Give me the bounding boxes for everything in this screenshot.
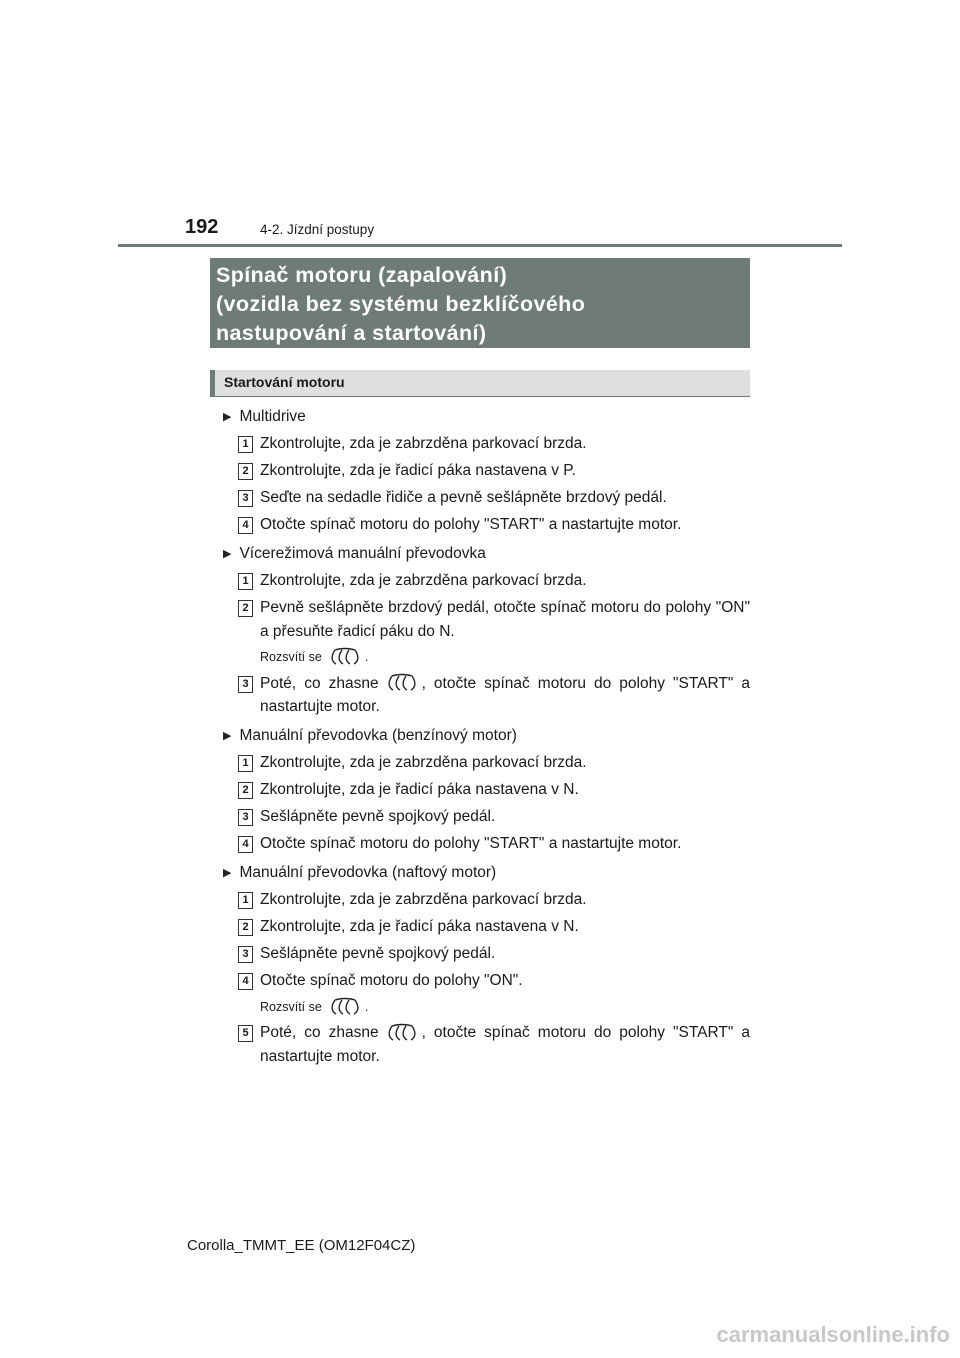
step-text: Otočte spínač motoru do polohy "START" a nastartujte motor. [260,835,682,852]
step-text [260,670,750,721]
step [238,967,752,994]
note-suffix: . [364,650,369,664]
step-number: 3 [238,490,253,507]
step-text: Seďte na sedadle řidiče a pevně sešlápněte brzdový pedál. [260,489,667,506]
subheading: Startování motoru [224,374,345,390]
step-number: 1 [238,755,253,772]
variant-label: Manuální převodovka (naftový motor) [239,863,497,881]
triangle-right-icon: ▶ [223,867,232,879]
step-number: 1 [238,892,253,909]
note [260,994,752,1019]
footer-model-code: Corolla_TMMT_EE (OM12F04CZ) [187,1237,416,1254]
note-text: Rozsvítí se [260,999,322,1014]
step [238,670,752,721]
step [238,886,752,913]
step-text-end: , otočte spínač motoru do polohy "START" a nastartujte motor. [260,674,750,715]
triangle-right-icon: ▶ [223,730,232,742]
glow-plug-indicator-icon [328,997,362,1017]
variant-heading [222,403,752,430]
step-text: Zkontrolujte, zda je řadicí páka nastavena v N. [260,918,579,935]
step [238,1019,752,1070]
step [238,749,752,776]
step-number: 2 [238,600,253,617]
step-text-start: Poté, co zhasne [260,674,379,692]
triangle-right-icon: ▶ [223,548,232,560]
step [238,803,752,830]
page-number: 192 [185,216,219,238]
step [238,913,752,940]
variant-label: Multidrive [239,407,306,425]
step [238,830,752,857]
step [238,940,752,967]
step-number: 2 [238,919,253,936]
section-reference: 4-2. Jízdní postupy [260,222,375,237]
subheading-bar [210,370,750,397]
step-text: Zkontrolujte, zda je zabrzděna parkovací brzda. [260,891,587,908]
glow-plug-indicator-icon [385,673,419,693]
section-title [210,258,750,348]
step-text: Sešlápněte pevně spojkový pedál. [260,808,496,825]
note-text: Rozsvítí se [260,650,322,664]
title-line-1: Spínač motoru (zapalování) [216,263,508,287]
variant-heading [222,859,752,886]
step [238,484,752,511]
triangle-right-icon: ▶ [223,411,232,423]
step-text [260,1019,750,1070]
step-number: 1 [238,573,253,590]
step-text: Otočte spínač motoru do polohy "START" a nastartujte motor. [260,516,682,533]
step-text: Pevně sešlápněte brzdový pedál, otočte spínač motoru do polohy "ON" a přesuňte řadicí páku do N. [260,599,750,640]
step-number: 3 [238,809,253,826]
variant-label: Vícerežimová manuální převodovka [239,544,486,562]
step-text: Otočte spínač motoru do polohy "ON". [260,972,523,989]
step-text-start: Poté, co zhasne [260,1024,379,1041]
variant-heading [222,722,752,749]
step-number: 3 [238,676,253,693]
step [238,457,752,484]
step [238,594,752,645]
step [238,430,752,457]
step-text: Zkontrolujte, zda je zabrzděna parkovací brzda. [260,754,587,771]
note [260,645,752,670]
step-text: Zkontrolujte, zda je zabrzděna parkovací brzda. [260,435,587,452]
step-text-end: , otočte spínač motoru do polohy "START" a nastartujte motor. [260,1024,750,1065]
step-number: 5 [238,1025,253,1042]
step [238,511,752,538]
title-line-3: nastupování a startování) [216,321,487,345]
glow-plug-indicator-icon [328,647,362,667]
step-text: Sešlápněte pevně spojkový pedál. [260,945,496,962]
step-number: 4 [238,836,253,853]
header-divider [118,244,842,247]
step-number: 4 [238,973,253,990]
step-number: 1 [238,436,253,453]
step-number: 4 [238,517,253,534]
step [238,567,752,594]
step-number: 3 [238,946,253,963]
step-number: 2 [238,782,253,799]
note-suffix: . [364,999,369,1014]
step-text: Zkontrolujte, zda je zabrzděna parkovací brzda. [260,572,587,589]
step-text: Zkontrolujte, zda je řadicí páka nastavena v N. [260,781,579,798]
step-text: Zkontrolujte, zda je řadicí páka nastavena v P. [260,462,576,479]
glow-plug-indicator-icon [385,1023,419,1043]
step [238,776,752,803]
variant-heading [222,540,752,567]
variant-label: Manuální převodovka (benzínový motor) [239,726,517,744]
subheading-accent [210,370,215,396]
procedure-list [222,403,752,1070]
title-line-2: (vozidla bez systému bezklíčového [216,292,586,316]
step-number: 2 [238,463,253,480]
watermark: carmanualsonline.info [716,1322,950,1347]
